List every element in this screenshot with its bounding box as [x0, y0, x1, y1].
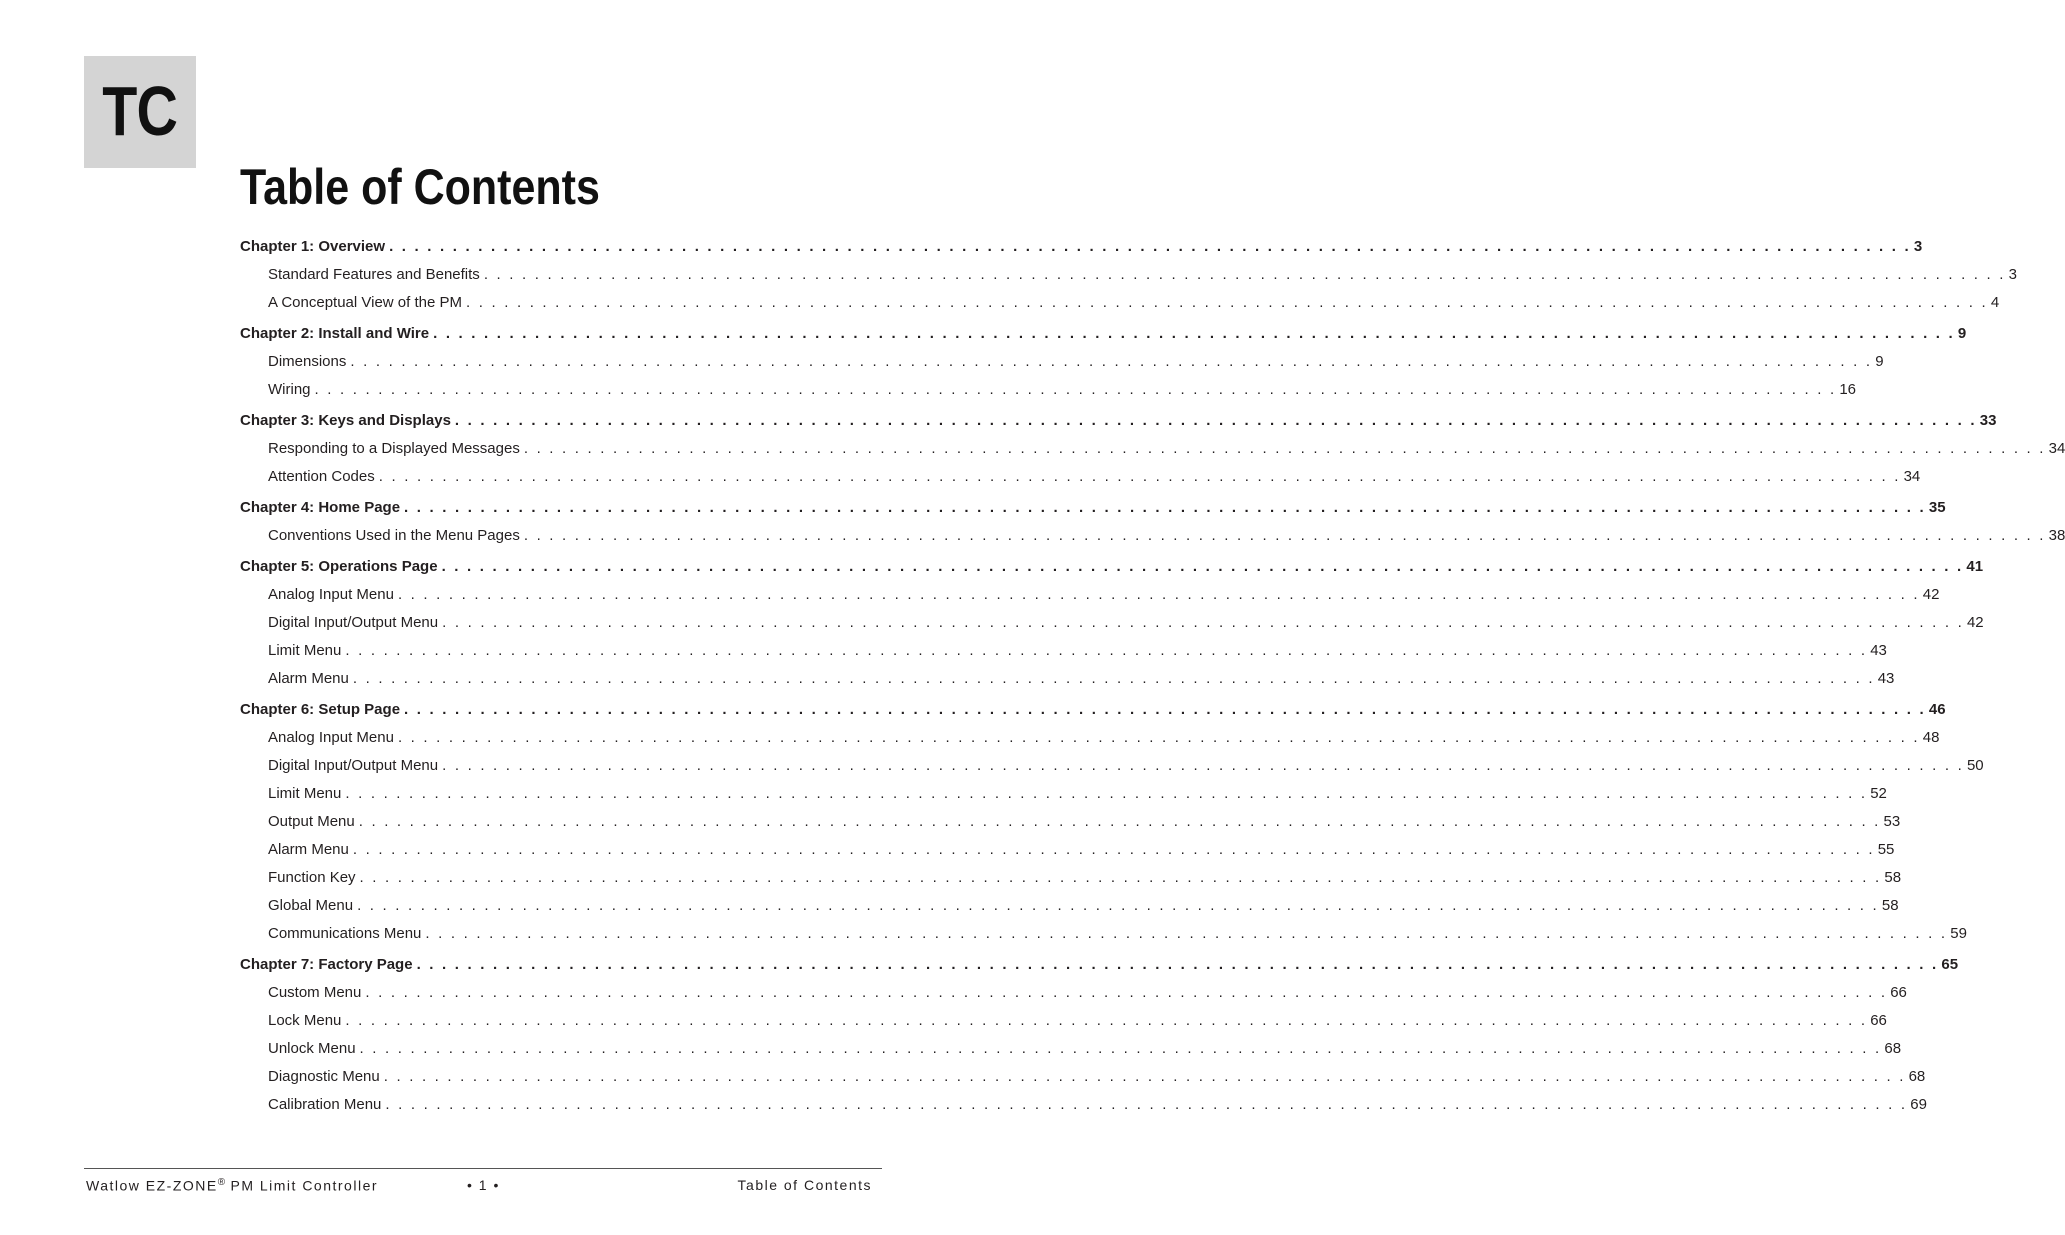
toc-section-entry[interactable] [240, 294, 2000, 322]
toc-dot-leader: . . . . . . . . . . . . . . . . . . . . . . . . . . . . . . . . . . . . . . . . . . . . . . . . . . . . . . . . . . . . . . . . . . . . . . . . . . . . . . . . . . . . . . . . . . . . . . . . . . . . . . . . . . . . . . . . . . . . . . . . [441, 558, 1964, 575]
toc-entry-label: Diagnostic Menu [268, 1068, 380, 1085]
toc-section-entry[interactable] [240, 813, 1901, 841]
toc-dot-leader: . . . . . . . . . . . . . . . . . . . . . . . . . . . . . . . . . . . . . . . . . . . . . . . . . . . . . . . . . . . . . . . . . . . . . . . . . . . . . . . . . . . . . . . . . . . . . . . . . . . . . . . . . . . . . . . . . . . . . . . . [523, 440, 2046, 457]
toc-page-number: 55 [1877, 841, 1895, 858]
toc-page-number: 53 [1883, 813, 1901, 830]
toc-dot-leader: . . . . . . . . . . . . . . . . . . . . . . . . . . . . . . . . . . . . . . . . . . . . . . . . . . . . . . . . . . . . . . . . . . . . . . . . . . . . . . . . . . . . . . . . . . . . . . . . . . . . . . . . . . . . . . . . . . . . . . . . [397, 586, 1920, 603]
toc-entry-label: Limit Menu [268, 785, 342, 802]
toc-entry-label: Chapter 7: Factory Page [240, 956, 413, 973]
toc-dot-leader: . . . . . . . . . . . . . . . . . . . . . . . . . . . . . . . . . . . . . . . . . . . . . . . . . . . . . . . . . . . . . . . . . . . . . . . . . . . . . . . . . . . . . . . . . . . . . . . . . . . . . . . . . . . . . . . . . . . . . . . . [383, 1068, 1906, 1085]
toc-entry-label: Output Menu [268, 813, 355, 830]
toc-page-number: 9 [1957, 325, 1967, 342]
toc-page-number: 58 [1881, 897, 1899, 914]
chapter-badge-label: TC [102, 72, 178, 150]
toc-entry-label: Global Menu [268, 897, 354, 914]
toc-page-number: 52 [1870, 785, 1887, 802]
toc-entry-label: Limit Menu [268, 642, 342, 659]
toc-page-number: 42 [1966, 614, 1984, 631]
toc-page-number: 3 [2008, 266, 2017, 283]
toc-chapter-entry[interactable] [240, 238, 1923, 266]
toc-section-entry[interactable] [240, 897, 1899, 925]
toc-page-number: 34 [1903, 468, 1921, 485]
toc-page-number: 41 [1966, 558, 1984, 575]
toc-page-number: 43 [1877, 670, 1895, 687]
toc-entry-label: Conventions Used in the Menu Pages [268, 527, 520, 544]
toc-dot-leader: . . . . . . . . . . . . . . . . . . . . . . . . . . . . . . . . . . . . . . . . . . . . . . . . . . . . . . . . . . . . . . . . . . . . . . . . . . . . . . . . . . . . . . . . . . . . . . . . . . . . . . . . . . . . . . . . . . . . . . . . [358, 813, 1881, 830]
toc-dot-leader: . . . . . . . . . . . . . . . . . . . . . . . . . . . . . . . . . . . . . . . . . . . . . . . . . . . . . . . . . . . . . . . . . . . . . . . . . . . . . . . . . . . . . . . . . . . . . . . . . . . . . . . . . . . . . . . . . . . . . . . . [425, 925, 1948, 942]
toc-dot-leader: . . . . . . . . . . . . . . . . . . . . . . . . . . . . . . . . . . . . . . . . . . . . . . . . . . . . . . . . . . . . . . . . . . . . . . . . . . . . . . . . . . . . . . . . . . . . . . . . . . . . . . . . . . . . . . . . . . . . . . . . [523, 527, 2046, 544]
toc-entry-label: Calibration Menu [268, 1096, 382, 1113]
toc-page-number: 65 [1941, 956, 1959, 973]
toc-dot-leader: . . . . . . . . . . . . . . . . . . . . . . . . . . . . . . . . . . . . . . . . . . . . . . . . . . . . . . . . . . . . . . . . . . . . . . . . . . . . . . . . . . . . . . . . . . . . . . . . . . . . . . . . . . . . . . . . . . . . . . . . [397, 729, 1920, 746]
toc-entry-label: Standard Features and Benefits [268, 266, 480, 283]
footer-product-name [86, 1177, 378, 1194]
toc-entry-label: Attention Codes [268, 468, 375, 485]
toc-chapter-entry[interactable] [240, 956, 1959, 984]
chapter-badge [84, 56, 196, 168]
toc-entry-label: Responding to a Displayed Messages [268, 440, 520, 457]
toc-entry-label: Communications Menu [268, 925, 422, 942]
toc-section-entry[interactable] [240, 586, 1940, 614]
toc-dot-leader: . . . . . . . . . . . . . . . . . . . . . . . . . . . . . . . . . . . . . . . . . . . . . . . . . . . . . . . . . . . . . . . . . . . . . . . . . . . . . . . . . . . . . . . . . . . . . . . . . . . . . . . . . . . . . . . . . . . . . . . . [378, 468, 1901, 485]
toc-entry-label: Alarm Menu [268, 670, 349, 687]
toc-section-entry[interactable] [240, 729, 1940, 757]
toc-page-number: 66 [1870, 1012, 1887, 1029]
toc-chapter-entry[interactable] [240, 412, 1997, 440]
toc-dot-leader: . . . . . . . . . . . . . . . . . . . . . . . . . . . . . . . . . . . . . . . . . . . . . . . . . . . . . . . . . . . . . . . . . . . . . . . . . . . . . . . . . . . . . . . . . . . . . . . . . . . . . . . . . . . . . . . . . . . . . . . . [352, 841, 1875, 858]
toc-chapter-entry[interactable] [240, 701, 1946, 729]
toc-entry-label: Digital Input/Output Menu [268, 757, 439, 774]
toc-section-entry[interactable] [240, 670, 1895, 698]
toc-entry-label: Digital Input/Output Menu [268, 614, 439, 631]
toc-chapter-entry[interactable] [240, 325, 1967, 353]
page-title: Table of Contents [240, 159, 600, 215]
toc-dot-leader: . . . . . . . . . . . . . . . . . . . . . . . . . . . . . . . . . . . . . . . . . . . . . . . . . . . . . . . . . . . . . . . . . . . . . . . . . . . . . . . . . . . . . . . . . . . . . . . . . . . . . . . . . . . . . . . . . . . . . . . . [345, 642, 1868, 659]
toc-section-entry[interactable] [240, 984, 1907, 1012]
toc-dot-leader: . . . . . . . . . . . . . . . . . . . . . . . . . . . . . . . . . . . . . . . . . . . . . . . . . . . . . . . . . . . . . . . . . . . . . . . . . . . . . . . . . . . . . . . . . . . . . . . . . . . . . . . . . . . . . . . . . . . . . . . . [404, 701, 1926, 718]
toc-entry-label: Chapter 1: Overview [240, 238, 386, 255]
toc-page-number: 58 [1884, 869, 1902, 886]
toc-dot-leader: . . . . . . . . . . . . . . . . . . . . . . . . . . . . . . . . . . . . . . . . . . . . . . . . . . . . . . . . . . . . . . . . . . . . . . . . . . . . . . . . . . . . . . . . . . . . . . . . . . . . . . . . . . . . . . . . . . . . . . . . [359, 869, 1882, 886]
toc-entry-label: Chapter 4: Home Page [240, 499, 401, 516]
toc-page-number: 46 [1928, 701, 1946, 718]
toc-chapter-entry[interactable] [240, 558, 1984, 586]
toc-entry-label: Function Key [268, 869, 356, 886]
toc-section-entry[interactable] [240, 353, 1884, 381]
toc-section-entry[interactable] [240, 381, 1857, 409]
toc-dot-leader: . . . . . . . . . . . . . . . . . . . . . . . . . . . . . . . . . . . . . . . . . . . . . . . . . . . . . . . . . . . . . . . . . . . . . . . . . . . . . . . . . . . . . . . . . . . . . . . . . . . . . . . . . . . . . . . . . . . . . . . . [365, 984, 1888, 1001]
toc-dot-leader: . . . . . . . . . . . . . . . . . . . . . . . . . . . . . . . . . . . . . . . . . . . . . . . . . . . . . . . . . . . . . . . . . . . . . . . . . . . . . . . . . . . . . . . . . . . . . . . . . . . . . . . . . . . . . . . . . . . . . . . . [466, 294, 1988, 311]
toc-section-entry[interactable] [240, 757, 1984, 785]
toc-page-number: 69 [1910, 1096, 1927, 1113]
table-of-contents [240, 238, 2065, 1124]
toc-dot-leader: . . . . . . . . . . . . . . . . . . . . . . . . . . . . . . . . . . . . . . . . . . . . . . . . . . . . . . . . . . . . . . . . . . . . . . . . . . . . . . . . . . . . . . . . . . . . . . . . . . . . . . . . . . . . . . . . . . . . . . . . [359, 1040, 1882, 1057]
toc-section-entry[interactable] [240, 1040, 1902, 1068]
toc-entry-label: Chapter 6: Setup Page [240, 701, 401, 718]
toc-dot-leader: . . . . . . . . . . . . . . . . . . . . . . . . . . . . . . . . . . . . . . . . . . . . . . . . . . . . . . . . . . . . . . . . . . . . . . . . . . . . . . . . . . . . . . . . . . . . . . . . . . . . . . . . . . . . . . . . . . . . . . . . [404, 499, 1926, 516]
toc-entry-label: Unlock Menu [268, 1040, 356, 1057]
toc-section-entry[interactable] [240, 614, 1984, 642]
toc-page-number: 66 [1890, 984, 1907, 1001]
toc-dot-leader: . . . . . . . . . . . . . . . . . . . . . . . . . . . . . . . . . . . . . . . . . . . . . . . . . . . . . . . . . . . . . . . . . . . . . . . . . . . . . . . . . . . . . . . . . . . . . . . . . . . . . . . . . . . . . . . . . . . . . . . . [442, 614, 1964, 631]
toc-page-number: 35 [1928, 499, 1946, 516]
toc-section-entry[interactable] [240, 440, 2065, 468]
toc-dot-leader: . . . . . . . . . . . . . . . . . . . . . . . . . . . . . . . . . . . . . . . . . . . . . . . . . . . . . . . . . . . . . . . . . . . . . . . . . . . . . . . . . . . . . . . . . . . . . . . . . . . . . . . . . . . . . . . . . . . . . . . . [442, 757, 1964, 774]
toc-dot-leader: . . . . . . . . . . . . . . . . . . . . . . . . . . . . . . . . . . . . . . . . . . . . . . . . . . . . . . . . . . . . . . . . . . . . . . . . . . . . . . . . . . . . . . . . . . . . . . . . . . . . . . . . . . . . . . . . . . . . . . . . [352, 670, 1875, 687]
toc-page-number: 50 [1966, 757, 1984, 774]
toc-entry-label: Alarm Menu [268, 841, 349, 858]
footer-section-name: Table of Contents [737, 1177, 872, 1193]
toc-dot-leader: . . . . . . . . . . . . . . . . . . . . . . . . . . . . . . . . . . . . . . . . . . . . . . . . . . . . . . . . . . . . . . . . . . . . . . . . . . . . . . . . . . . . . . . . . . . . . . . . . . . . . . . . . . . . . . . . . . . . . . . . [345, 1012, 1868, 1029]
toc-page-number: 38 [2048, 527, 2065, 544]
toc-section-entry[interactable] [240, 1068, 1926, 1096]
toc-section-entry[interactable] [240, 1096, 1927, 1124]
toc-page-number: 59 [1950, 925, 1967, 942]
toc-dot-leader: . . . . . . . . . . . . . . . . . . . . . . . . . . . . . . . . . . . . . . . . . . . . . . . . . . . . . . . . . . . . . . . . . . . . . . . . . . . . . . . . . . . . . . . . . . . . . . . . . . . . . . . . . . . . . . . . . . . . . . . . [357, 897, 1879, 914]
toc-entry-label: Chapter 2: Install and Wire [240, 325, 430, 342]
toc-section-entry[interactable] [240, 869, 1902, 897]
toc-dot-leader: . . . . . . . . . . . . . . . . . . . . . . . . . . . . . . . . . . . . . . . . . . . . . . . . . . . . . . . . . . . . . . . . . . . . . . . . . . . . . . . . . . . . . . . . . . . . . . . . . . . . . . . . . . . . . . . . . . . . . . . . [389, 238, 1911, 255]
footer-page-number: • 1 • [467, 1177, 500, 1193]
toc-page-number: 43 [1870, 642, 1887, 659]
toc-section-entry[interactable] [240, 642, 1887, 670]
toc-dot-leader: . . . . . . . . . . . . . . . . . . . . . . . . . . . . . . . . . . . . . . . . . . . . . . . . . . . . . . . . . . . . . . . . . . . . . . . . . . . . . . . . . . . . . . . . . . . . . . . . . . . . . . . . . . . . . . . . . . . . . . . . [314, 381, 1837, 398]
toc-dot-leader: . . . . . . . . . . . . . . . . . . . . . . . . . . . . . . . . . . . . . . . . . . . . . . . . . . . . . . . . . . . . . . . . . . . . . . . . . . . . . . . . . . . . . . . . . . . . . . . . . . . . . . . . . . . . . . . . . . . . . . . . [385, 1096, 1908, 1113]
toc-dot-leader: . . . . . . . . . . . . . . . . . . . . . . . . . . . . . . . . . . . . . . . . . . . . . . . . . . . . . . . . . . . . . . . . . . . . . . . . . . . . . . . . . . . . . . . . . . . . . . . . . . . . . . . . . . . . . . . . . . . . . . . . [454, 412, 1977, 429]
registered-mark: ® [217, 1177, 226, 1188]
toc-entry-label: Chapter 5: Operations Page [240, 558, 438, 575]
toc-page-number: 16 [1839, 381, 1857, 398]
toc-page-number: 42 [1922, 586, 1940, 603]
footer-product-prefix: Watlow EZ-ZONE [86, 1177, 218, 1194]
toc-dot-leader: . . . . . . . . . . . . . . . . . . . . . . . . . . . . . . . . . . . . . . . . . . . . . . . . . . . . . . . . . . . . . . . . . . . . . . . . . . . . . . . . . . . . . . . . . . . . . . . . . . . . . . . . . . . . . . . . . . . . . . . . [345, 785, 1868, 802]
toc-section-entry[interactable] [240, 925, 1967, 953]
toc-dot-leader: . . . . . . . . . . . . . . . . . . . . . . . . . . . . . . . . . . . . . . . . . . . . . . . . . . . . . . . . . . . . . . . . . . . . . . . . . . . . . . . . . . . . . . . . . . . . . . . . . . . . . . . . . . . . . . . . . . . . . . . . [483, 266, 2006, 283]
toc-entry-label: Analog Input Menu [268, 586, 394, 603]
toc-page-number: 68 [1884, 1040, 1902, 1057]
toc-page-number: 3 [1913, 238, 1923, 255]
toc-page-number: 9 [1875, 353, 1884, 370]
toc-page-number: 68 [1908, 1068, 1926, 1085]
toc-section-entry[interactable] [240, 468, 1921, 496]
toc-section-entry[interactable] [240, 266, 2017, 294]
toc-entry-label: A Conceptual View of the PM [268, 294, 463, 311]
toc-entry-label: Analog Input Menu [268, 729, 394, 746]
toc-page-number: 48 [1922, 729, 1940, 746]
toc-dot-leader: . . . . . . . . . . . . . . . . . . . . . . . . . . . . . . . . . . . . . . . . . . . . . . . . . . . . . . . . . . . . . . . . . . . . . . . . . . . . . . . . . . . . . . . . . . . . . . . . . . . . . . . . . . . . . . . . . . . . . . . . [350, 353, 1873, 370]
toc-section-entry[interactable] [240, 785, 1887, 813]
toc-section-entry[interactable] [240, 527, 2065, 555]
toc-section-entry[interactable] [240, 1012, 1887, 1040]
toc-section-entry[interactable] [240, 841, 1895, 869]
toc-entry-label: Custom Menu [268, 984, 362, 1001]
toc-page-number: 33 [1979, 412, 1997, 429]
toc-entry-label: Chapter 3: Keys and Displays [240, 412, 451, 429]
toc-entry-label: Lock Menu [268, 1012, 342, 1029]
toc-entry-label: Dimensions [268, 353, 347, 370]
footer-divider [84, 1168, 882, 1169]
toc-page-number: 4 [1990, 294, 2000, 311]
toc-dot-leader: . . . . . . . . . . . . . . . . . . . . . . . . . . . . . . . . . . . . . . . . . . . . . . . . . . . . . . . . . . . . . . . . . . . . . . . . . . . . . . . . . . . . . . . . . . . . . . . . . . . . . . . . . . . . . . . . . . . . . . . . [416, 956, 1939, 973]
toc-dot-leader: . . . . . . . . . . . . . . . . . . . . . . . . . . . . . . . . . . . . . . . . . . . . . . . . . . . . . . . . . . . . . . . . . . . . . . . . . . . . . . . . . . . . . . . . . . . . . . . . . . . . . . . . . . . . . . . . . . . . . . . . [433, 325, 1955, 342]
toc-chapter-entry[interactable] [240, 499, 1946, 527]
toc-entry-label: Wiring [268, 381, 311, 398]
toc-page-number: 34 [2048, 440, 2065, 457]
footer-product-suffix: PM Limit Controller [225, 1177, 379, 1194]
